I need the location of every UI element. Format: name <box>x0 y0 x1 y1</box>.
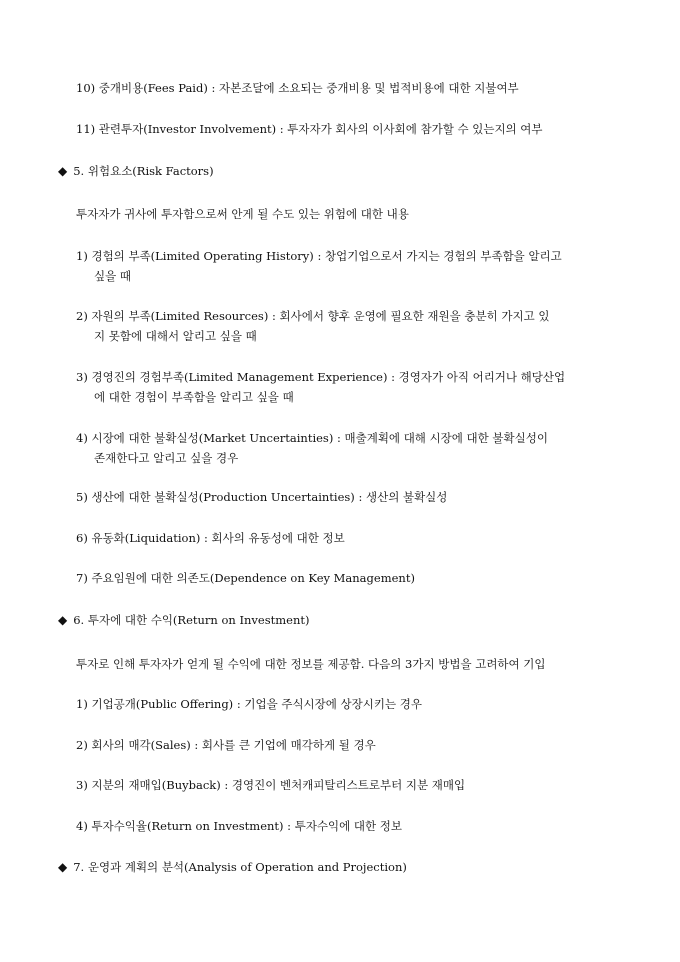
list-item-market-uncertainties: 4) 시장에 대한 불확실성(Market Uncertainties) : 매출계획에 대해 시장에 대한 불확실성이 <box>76 431 548 445</box>
section-heading-risk-factors <box>58 163 214 179</box>
list-item-fees-paid: 10) 중개비용(Fees Paid) : 자본조달에 소요되는 중개비용 및 법적비용에 대한 지불여부 <box>76 81 519 95</box>
section-intro: 투자자가 귀사에 투자함으로써 안게 될 수도 있는 위험에 대한 내용 <box>76 207 409 221</box>
list-item-dependence-key-management: 7) 주요임원에 대한 의존도(Dependence on Key Management) <box>76 571 415 585</box>
list-item-limited-management-experience: 3) 경영진의 경험부족(Limited Management Experience) : 경영자가 아직 어리거나 해당산업 <box>76 370 566 384</box>
list-item-buyback: 3) 지분의 재매입(Buyback) : 경영진이 벤처캐피탈리스트로부터 지분 재매입 <box>76 778 466 792</box>
list-item-investor-involvement: 11) 관련투자(Investor Involvement) : 투자자가 회사의 이사회에 참가할 수 있는지의 여부 <box>76 122 543 136</box>
section-heading-text: 5. 위험요소(Risk Factors) <box>73 164 214 178</box>
section-intro: 투자로 인해 투자자가 얻게 될 수익에 대한 정보를 제공함. 다음의 3가지 방법을 고려하여 기입 <box>76 657 546 671</box>
section-heading-text: 6. 투자에 대한 수익(Return on Investment) <box>73 613 310 627</box>
list-item-return-on-investment: 4) 투자수익율(Return on Investment) : 투자수익에 대한 정보 <box>76 819 403 833</box>
list-item-liquidation: 6) 유동화(Liquidation) : 회사의 유동성에 대한 정보 <box>76 531 345 545</box>
list-item-public-offering: 1) 기업공개(Public Offering) : 기업을 주식시장에 상장시키는 경우 <box>76 697 422 711</box>
list-item-production-uncertainties: 5) 생산에 대한 불확실성(Production Uncertainties) : 생산의 불확실성 <box>76 490 448 504</box>
list-item-continuation: 지 못함에 대해서 알리고 싶을 때 <box>94 329 257 343</box>
section-heading-return-on-investment <box>58 612 309 628</box>
diamond-bullet-icon: ◆ <box>58 860 68 874</box>
list-item-continuation: 에 대한 경험이 부족함을 알리고 싶을 때 <box>94 390 294 404</box>
section-heading-text: 7. 운영과 계획의 분석(Analysis of Operation and Projection) <box>73 860 407 874</box>
list-item-continuation: 싶을 때 <box>94 269 131 283</box>
section-heading-analysis-operation-projection <box>58 859 407 875</box>
list-item-continuation: 존재한다고 알리고 싶을 경우 <box>94 451 239 465</box>
list-item-limited-operating-history: 1) 경험의 부족(Limited Operating History) : 창업기업으로서 가지는 경험의 부족함을 알리고 <box>76 249 562 263</box>
diamond-bullet-icon: ◆ <box>58 613 68 627</box>
diamond-bullet-icon: ◆ <box>58 164 68 178</box>
list-item-limited-resources: 2) 자원의 부족(Limited Resources) : 회사에서 향후 운영에 필요한 재원을 충분히 가지고 있 <box>76 309 550 323</box>
list-item-sales: 2) 회사의 매각(Sales) : 회사를 큰 기업에 매각하게 될 경우 <box>76 738 376 752</box>
